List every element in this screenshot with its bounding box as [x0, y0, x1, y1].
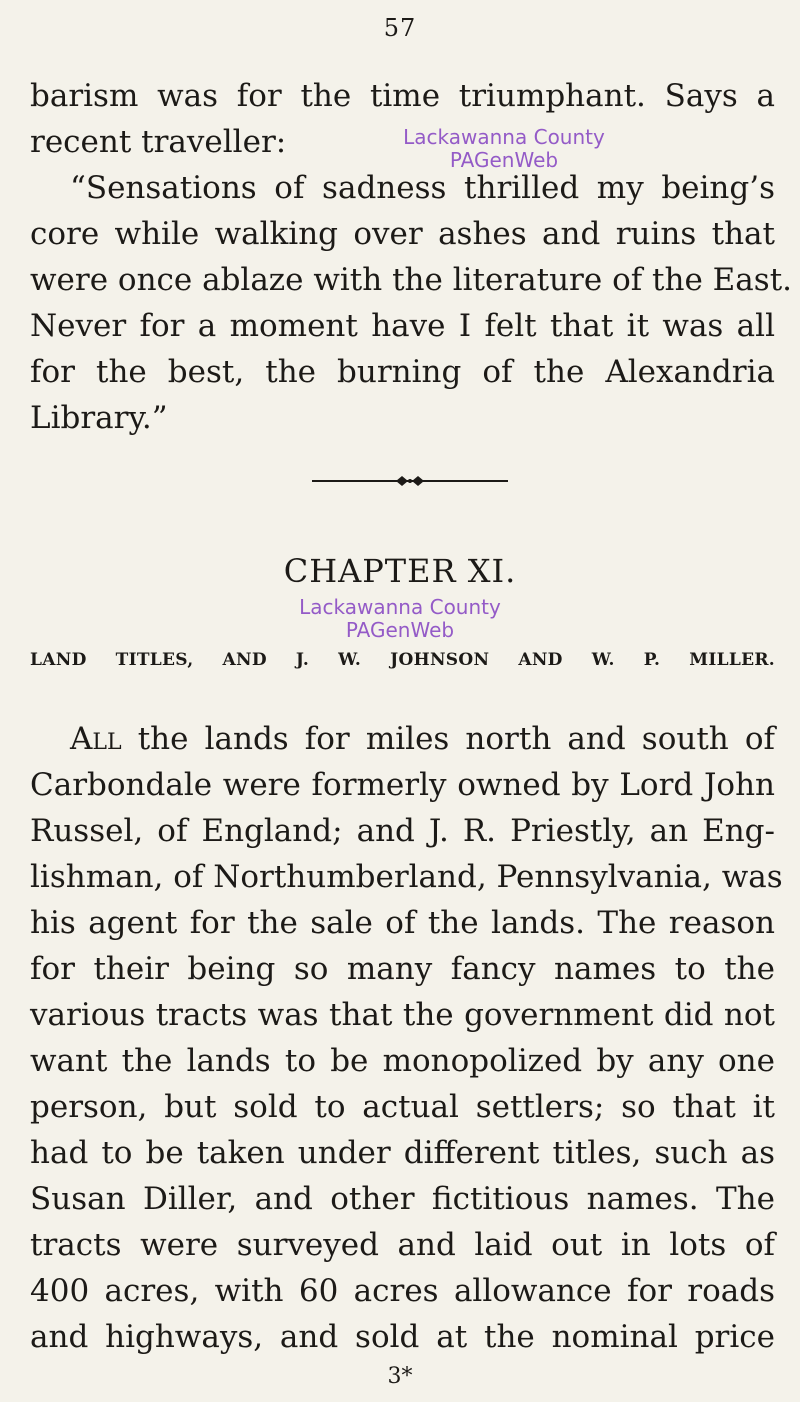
page-number: 57 — [383, 14, 417, 42]
text-line: 400 acres, with 60 acres allowance for roads — [30, 1273, 775, 1309]
text-line: tracts were surveyed and laid out in lots of — [30, 1227, 775, 1263]
text-line: for the best, the burning of the Alexandria — [30, 354, 775, 390]
text-line: person, but sold to actual settlers; so that it — [30, 1089, 775, 1125]
text-line: want the lands to be monopolized by any one — [30, 1043, 775, 1079]
text-line: lishman, of Northumberland, Pennsylvania, was — [30, 859, 783, 895]
chapter-title: CHAPTER XI. — [283, 552, 517, 590]
ornament-divider — [312, 472, 508, 490]
text-line — [70, 716, 775, 762]
text-line: and highways, and sold at the nominal price — [30, 1319, 775, 1355]
watermark — [0, 596, 800, 642]
chapter-subtitle: LAND TITLES, AND J. W. JOHNSON AND W. P. MILLER. — [30, 650, 775, 670]
watermark-line: Lackawanna County — [299, 595, 501, 619]
text-line: various tracts was that the government did not — [30, 997, 775, 1033]
text-line: Susan Diller, and other fictitious names. The — [30, 1181, 775, 1217]
watermark-line: Lackawanna County — [403, 125, 605, 149]
text-line: barism was for the time triumphant. Says a — [30, 78, 775, 114]
text-line: recent traveller: — [30, 124, 287, 160]
text-line: his agent for the sale of the lands. The reason — [30, 905, 775, 941]
watermark — [104, 126, 800, 172]
first-word-smallcaps: All — [70, 721, 122, 757]
text-line: had to be taken under different titles, such as — [30, 1135, 775, 1171]
text-line: Carbondale were formerly owned by Lord John — [30, 767, 775, 803]
text-line: Russel, of England; and J. R. Priestly, an Eng- — [30, 813, 775, 849]
text-line-rest: the lands for miles north and south of — [121, 721, 775, 757]
text-line: were once ablaze with the literature of the East. — [30, 262, 793, 298]
text-line: Library.” — [30, 400, 168, 436]
watermark-line: PAGenWeb — [345, 618, 455, 642]
signature-mark: 3* — [387, 1364, 413, 1389]
watermark-line: PAGenWeb — [449, 148, 559, 172]
text-line: Never for a moment have I felt that it was all — [30, 308, 775, 344]
text-line: “Sensations of sadness thrilled my being’s — [70, 170, 775, 206]
text-line: core while walking over ashes and ruins that — [30, 216, 775, 252]
text-line: for their being so many fancy names to the — [30, 951, 775, 987]
